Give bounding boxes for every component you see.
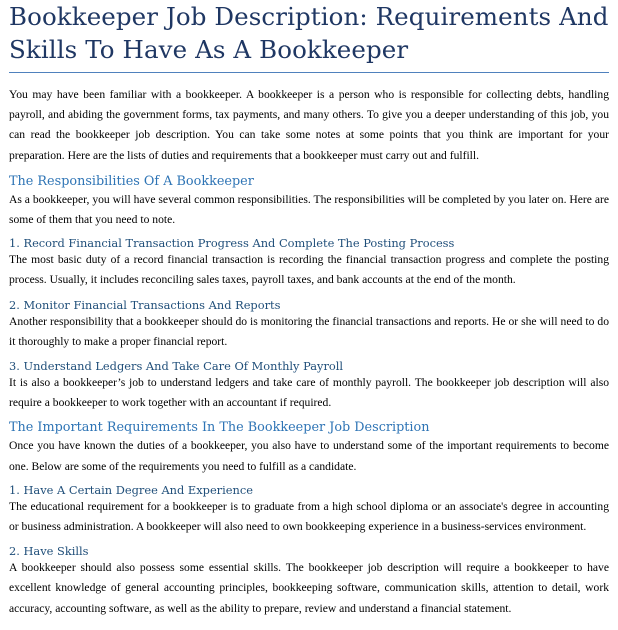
document-title: Bookkeeper Job Description: Requirements And Skills To Have As A Bookkeeper bbox=[9, 2, 609, 64]
responsibilities-heading: The Responsibilities Of A Bookkeeper bbox=[9, 173, 254, 189]
requirements-heading: The Important Requirements In The Bookkeeper Job Description bbox=[9, 420, 430, 436]
requirement-heading-1: 1. Have A Certain Degree And Experience bbox=[9, 482, 253, 497]
requirement-text-1: The educational requirement for a bookkeeper is to graduate from a high school diploma or an associate's degree in accounting or business administration. A bookkeeper will also need to own bookkeeping experience in a business-services environment. bbox=[9, 499, 609, 534]
responsibility-heading-2: 2. Monitor Financial Transactions And Reports bbox=[9, 297, 281, 312]
title-divider bbox=[9, 72, 609, 73]
responsibility-heading-1: 1. Record Financial Transaction Progress And Complete The Posting Process bbox=[9, 236, 455, 251]
responsibility-heading-3: 3. Understand Ledgers And Take Care Of Monthly Payroll bbox=[9, 359, 344, 374]
requirement-text-2: A bookkeeper should also possess some essential skills. The bookkeeper job description will require a bookkeeper to have excellent knowledge of general accounting principles, bookkeeping software, communication skills, attention to detail, work accuracy, accounting software, as well as the ability to prepare, review and understand a financial statement. bbox=[9, 561, 609, 615]
responsibility-text-3: It is also a bookkeeper’s job to understand ledgers and take care of monthly payroll. The bookkeeper job description will also require a bookkeeper to work together with an accountant if required. bbox=[9, 376, 609, 410]
responsibility-text-1: The most basic duty of a record financial transaction is recording the financial transaction progress and complete the posting process. Usually, it includes reconciling sales taxes, payroll taxes, and bank accounts at the end of the month. bbox=[9, 253, 609, 287]
intro-paragraph: You may have been familiar with a bookkeeper. A bookkeeper is a person who is responsible for collecting debts, handling payroll, and abiding the government forms, tax payments, and many others. To give you a deeper understanding of this job, you can read the bookkeeper job description. You can take some notes at some points that you think are important for your preparation. Here are the lists of duties and requirements that a bookkeeper must carry out and fulfill. bbox=[9, 88, 609, 162]
responsibilities-intro: As a bookkeeper, you will have several common responsibilities. The responsibilities will be completed by you later on. Here are some of them that you need to note. bbox=[9, 192, 609, 227]
requirements-intro: Once you have known the duties of a bookkeeper, you also have to understand some of the important requirements to become one. Below are some of the requirements you need to fulfill as a candidate. bbox=[9, 439, 609, 473]
requirement-heading-2: 2. Have Skills bbox=[9, 544, 89, 559]
responsibility-text-2: Another responsibility that a bookkeeper should do is monitoring the financial transactions and reports. He or she will need to do it thoroughly to make a proper financial report. bbox=[9, 314, 609, 348]
